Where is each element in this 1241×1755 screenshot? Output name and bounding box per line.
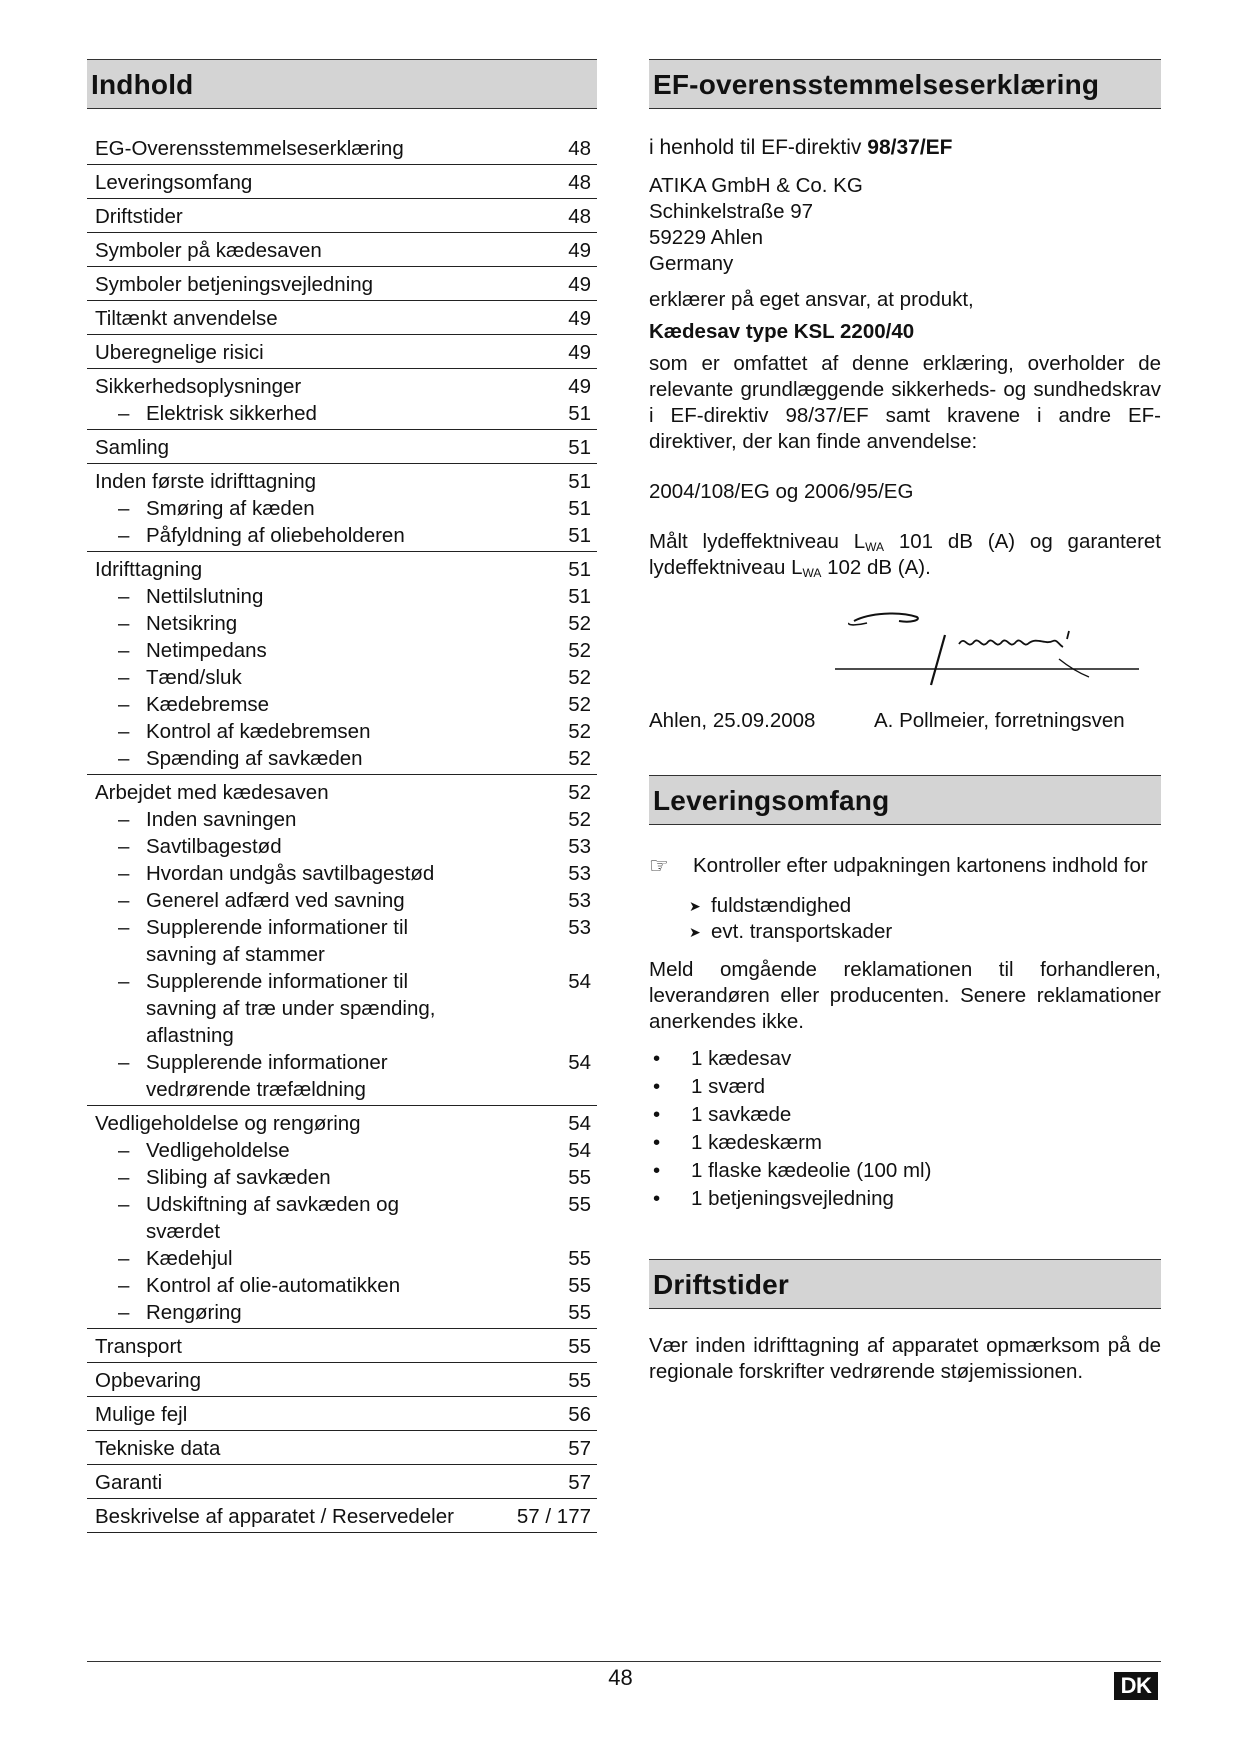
toc-label: Uberegnelige risici xyxy=(95,341,264,364)
toc-subentry xyxy=(87,1272,597,1299)
toc-subentry xyxy=(87,495,597,522)
list-item xyxy=(649,1073,1161,1101)
sound-text: 101 dB (A) og garanteret lydeffektniveau L xyxy=(649,530,1161,579)
toc-label: Sikkerhedsoplysninger xyxy=(95,375,302,398)
sound-text: Målt lydeffektniveau L xyxy=(649,530,866,553)
toc-subentry xyxy=(87,691,597,718)
toc-page-number: 53 xyxy=(568,889,591,912)
dash-bullet-icon: – xyxy=(118,1193,130,1216)
toc-entry xyxy=(87,1503,597,1530)
dash-bullet-icon: – xyxy=(118,835,130,858)
toc-label: Driftstider xyxy=(95,205,183,228)
table-of-contents xyxy=(87,131,597,1533)
delivery-item-text: 1 sværd xyxy=(691,1075,766,1098)
list-item xyxy=(649,1045,1161,1073)
list-item xyxy=(649,893,1161,919)
toc-page-number: 49 xyxy=(568,239,591,262)
toc-subentry xyxy=(87,833,597,860)
toc-page-number: 49 xyxy=(568,273,591,296)
dash-bullet-icon: – xyxy=(118,862,130,885)
dash-bullet-icon: – xyxy=(118,1301,130,1324)
toc-page-number: 53 xyxy=(568,916,591,939)
toc-column xyxy=(87,59,597,1533)
toc-subentry xyxy=(87,860,597,887)
toc-subentry xyxy=(87,637,597,664)
toc-label: Symboler på kædesaven xyxy=(95,239,322,262)
toc-label: Kædehjul xyxy=(146,1247,233,1270)
toc-page-number: 57 / 177 xyxy=(516,1505,591,1528)
toc-subentry xyxy=(87,400,597,427)
dash-bullet-icon: – xyxy=(118,1247,130,1270)
toc-page-number: 48 xyxy=(568,137,591,160)
toc-label: Opbevaring xyxy=(95,1369,201,1392)
declaration-body: som er omfattet af denne erklæring, overholder de relevante grundlæggende sikkerheds- og sundhedskrav i EF-direktiv 98/37/EF samt kravene i andre EF-direktiver, der kan finde anvendelse: xyxy=(649,352,1161,453)
delivery-heading: Leveringsomfang xyxy=(649,775,1161,825)
toc-group xyxy=(87,369,597,430)
toc-page-number: 55 xyxy=(568,1335,591,1358)
dash-bullet-icon: – xyxy=(118,524,130,547)
toc-page-number: 52 xyxy=(568,781,591,804)
dash-bullet-icon: – xyxy=(118,916,130,939)
toc-label: Mulige fejl xyxy=(95,1403,188,1426)
toc-page-number: 48 xyxy=(568,171,591,194)
pointing-hand-icon: ☞ xyxy=(649,853,669,878)
toc-label: Idrifttagning xyxy=(95,558,203,581)
dash-bullet-icon: – xyxy=(118,1051,130,1074)
toc-entry xyxy=(87,1110,597,1137)
toc-entry xyxy=(87,468,597,495)
bullet-icon: • xyxy=(653,1187,661,1210)
address-line: Schinkelstraße 97 xyxy=(649,200,814,223)
toc-label: Arbejdet med kædesaven xyxy=(95,781,329,804)
toc-entry xyxy=(87,1401,597,1428)
list-item xyxy=(649,1157,1161,1185)
toc-label: Savtilbagestød xyxy=(146,835,282,858)
toc-entry xyxy=(87,305,597,332)
ef-declaration-heading: EF-overensstemmelseserklæring xyxy=(649,59,1161,109)
toc-page-number: 51 xyxy=(568,436,591,459)
complaint-text: Meld omgående reklamationen til forhandleren, leverandøren eller producenten. Senere reklamationer anerkendes ikke. xyxy=(649,958,1161,1033)
toc-page-number: 55 xyxy=(568,1369,591,1392)
toc-group xyxy=(87,1465,597,1499)
dash-bullet-icon: – xyxy=(118,970,130,993)
toc-subentry xyxy=(87,968,597,1049)
toc-subentry xyxy=(87,1164,597,1191)
toc-label: Spænding af savkæden xyxy=(146,747,363,770)
applied-directives: 2004/108/EG og 2006/95/EG xyxy=(649,480,914,503)
toc-label: Garanti xyxy=(95,1471,163,1494)
toc-label: Kontrol af olie-automatikken xyxy=(146,1274,401,1297)
toc-label: Tekniske data xyxy=(95,1437,221,1460)
dash-bullet-icon: – xyxy=(118,666,130,689)
toc-page-number: 54 xyxy=(568,1112,591,1135)
check-list xyxy=(649,893,1161,945)
toc-entry xyxy=(87,1333,597,1360)
arrow-bullet-icon: ➤ xyxy=(689,898,701,914)
toc-group xyxy=(87,301,597,335)
signature-image xyxy=(649,599,1161,704)
toc-label: Kædebremse xyxy=(146,693,270,716)
toc-label: Netsikring xyxy=(146,612,238,635)
toc-group xyxy=(87,199,597,233)
toc-page-number: 48 xyxy=(568,205,591,228)
toc-group xyxy=(87,233,597,267)
toc-label: Netimpedans xyxy=(146,639,267,662)
toc-page-number: 54 xyxy=(568,1139,591,1162)
toc-entry xyxy=(87,339,597,366)
toc-label: Påfyldning af oliebeholderen xyxy=(146,524,405,547)
toc-label: Inden første idrifttagning xyxy=(95,470,317,493)
address-line: 59229 Ahlen xyxy=(649,226,764,249)
sound-subscript: WA xyxy=(865,540,885,554)
toc-label: Samling xyxy=(95,436,170,459)
directive-number: 98/37/EF xyxy=(867,136,953,159)
toc-group xyxy=(87,131,597,165)
delivery-intro-text: Kontroller efter udpakningen kartonens indhold for xyxy=(693,854,1148,877)
bullet-icon: • xyxy=(653,1103,661,1126)
check-item-text: evt. transportskader xyxy=(711,920,893,943)
toc-page-number: 52 xyxy=(568,808,591,831)
toc-label: Udskiftning af savkæden og sværdet xyxy=(146,1193,399,1243)
dash-bullet-icon: – xyxy=(118,1166,130,1189)
arrow-bullet-icon: ➤ xyxy=(689,924,701,940)
list-item xyxy=(649,1129,1161,1157)
dash-bullet-icon: – xyxy=(118,585,130,608)
toc-subentry xyxy=(87,583,597,610)
toc-label: Nettilslutning xyxy=(146,585,264,608)
toc-subentry xyxy=(87,610,597,637)
toc-page-number: 54 xyxy=(568,970,591,993)
delivery-items xyxy=(649,1045,1161,1213)
toc-entry xyxy=(87,1367,597,1394)
toc-label: Tænd/sluk xyxy=(146,666,242,689)
toc-page-number: 53 xyxy=(568,835,591,858)
directive-prefix: i henhold til EF-direktiv xyxy=(649,136,868,159)
dash-bullet-icon: – xyxy=(118,808,130,831)
toc-entry xyxy=(87,237,597,264)
toc-subentry xyxy=(87,806,597,833)
toc-entry xyxy=(87,434,597,461)
dash-bullet-icon: – xyxy=(118,497,130,520)
sound-level-text xyxy=(649,529,1161,581)
toc-subentry xyxy=(87,887,597,914)
operating-times-text: Vær inden idrifttagning af apparatet opmærksom på de regionale forskrifter vedrørende støjemissionen. xyxy=(649,1334,1161,1383)
toc-group xyxy=(87,464,597,552)
toc-group xyxy=(87,1431,597,1465)
toc-group xyxy=(87,775,597,1106)
toc-label: Supplerende informationer til savning af stammer xyxy=(146,916,409,966)
address-block xyxy=(649,173,1161,277)
page-number: 48 xyxy=(608,1665,633,1690)
list-item xyxy=(649,1185,1161,1213)
sound-text: 102 dB (A). xyxy=(821,556,931,579)
toc-label: Transport xyxy=(95,1335,182,1358)
footer-divider xyxy=(87,1661,1161,1662)
sound-subscript: WA xyxy=(802,566,822,580)
bullet-icon: • xyxy=(653,1047,661,1070)
toc-group xyxy=(87,267,597,301)
toc-page-number: 52 xyxy=(568,720,591,743)
toc-entry xyxy=(87,779,597,806)
toc-entry xyxy=(87,1469,597,1496)
toc-page-number: 54 xyxy=(568,1051,591,1074)
toc-label: Inden savningen xyxy=(146,808,297,831)
toc-entry xyxy=(87,169,597,196)
toc-label: Beskrivelse af apparatet / Reservedeler xyxy=(95,1505,454,1528)
check-item-text: fuldstændighed xyxy=(711,894,852,917)
toc-subentry xyxy=(87,1191,597,1245)
dash-bullet-icon: – xyxy=(118,612,130,635)
toc-group xyxy=(87,1499,597,1533)
toc-page-number: 52 xyxy=(568,666,591,689)
toc-subentry xyxy=(87,1137,597,1164)
toc-page-number: 55 xyxy=(568,1301,591,1324)
toc-page-number: 51 xyxy=(568,470,591,493)
signatory-name: A. Pollmeier, forretningsven xyxy=(874,709,1125,732)
toc-heading: Indhold xyxy=(87,59,597,109)
declaration-text: erklærer på eget ansvar, at produkt, xyxy=(649,288,974,311)
toc-subentry xyxy=(87,718,597,745)
toc-group xyxy=(87,1397,597,1431)
bullet-icon: • xyxy=(653,1159,661,1182)
bullet-icon: • xyxy=(653,1075,661,1098)
toc-label: Vedligeholdelse xyxy=(146,1139,290,1162)
delivery-item-text: 1 flaske kædeolie (100 ml) xyxy=(691,1159,932,1182)
toc-label: Supplerende informationer vedrørende træfældning xyxy=(146,1051,388,1101)
dash-bullet-icon: – xyxy=(118,720,130,743)
dash-bullet-icon: – xyxy=(118,402,130,425)
toc-subentry xyxy=(87,1049,597,1103)
toc-entry xyxy=(87,373,597,400)
bullet-icon: • xyxy=(653,1131,661,1154)
dash-bullet-icon: – xyxy=(118,1274,130,1297)
toc-page-number: 55 xyxy=(568,1193,591,1216)
toc-page-number: 52 xyxy=(568,693,591,716)
address-line: ATIKA GmbH & Co. KG xyxy=(649,174,863,197)
toc-entry xyxy=(87,1435,597,1462)
toc-entry xyxy=(87,203,597,230)
toc-page-number: 52 xyxy=(568,612,591,635)
content-column xyxy=(649,59,1161,1385)
toc-subentry xyxy=(87,1299,597,1326)
toc-subentry xyxy=(87,522,597,549)
toc-label: Supplerende informationer til savning af træ under spænding, aflastning xyxy=(146,970,436,1047)
dash-bullet-icon: – xyxy=(118,889,130,912)
delivery-item-text: 1 kædesav xyxy=(691,1047,792,1070)
signature-line xyxy=(649,708,1161,734)
toc-label: Elektrisk sikkerhed xyxy=(146,402,317,425)
toc-page-number: 49 xyxy=(568,375,591,398)
toc-label: Slibing af savkæden xyxy=(146,1166,331,1189)
toc-page-number: 51 xyxy=(568,585,591,608)
toc-page-number: 52 xyxy=(568,639,591,662)
address-line: Germany xyxy=(649,252,734,275)
toc-label: EG-Overensstemmelseserklæring xyxy=(95,137,404,160)
toc-subentry xyxy=(87,914,597,968)
toc-page-number: 51 xyxy=(568,402,591,425)
signature-area xyxy=(649,599,1161,704)
delivery-intro xyxy=(649,853,1161,879)
delivery-item-text: 1 kædeskærm xyxy=(691,1131,823,1154)
list-item xyxy=(649,919,1161,945)
toc-page-number: 51 xyxy=(568,558,591,581)
toc-subentry xyxy=(87,664,597,691)
toc-label: Hvordan undgås savtilbagestød xyxy=(146,862,435,885)
dash-bullet-icon: – xyxy=(118,639,130,662)
toc-page-number: 53 xyxy=(568,862,591,885)
toc-page-number: 57 xyxy=(568,1437,591,1460)
toc-page-number: 55 xyxy=(568,1247,591,1270)
toc-entry xyxy=(87,556,597,583)
toc-entry xyxy=(87,271,597,298)
toc-subentry xyxy=(87,1245,597,1272)
product-name: Kædesav type KSL 2200/40 xyxy=(649,320,915,343)
operating-times-heading: Driftstider xyxy=(649,1259,1161,1309)
toc-page-number: 52 xyxy=(568,747,591,770)
toc-page-number: 55 xyxy=(568,1274,591,1297)
directive-line xyxy=(649,135,1161,161)
toc-page-number: 57 xyxy=(568,1471,591,1494)
toc-page-number: 49 xyxy=(568,307,591,330)
toc-label: Generel adfærd ved savning xyxy=(146,889,405,912)
toc-label: Symboler betjeningsvejledning xyxy=(95,273,374,296)
toc-group xyxy=(87,1106,597,1329)
toc-subentry xyxy=(87,745,597,772)
country-badge: DK xyxy=(1114,1672,1158,1700)
toc-entry xyxy=(87,135,597,162)
toc-label: Kontrol af kædebremsen xyxy=(146,720,371,743)
delivery-item-text: 1 betjeningsvejledning xyxy=(691,1187,894,1210)
toc-page-number: 55 xyxy=(568,1166,591,1189)
toc-group xyxy=(87,1329,597,1363)
toc-page-number: 49 xyxy=(568,341,591,364)
toc-group xyxy=(87,165,597,199)
toc-label: Leveringsomfang xyxy=(95,171,253,194)
toc-group xyxy=(87,552,597,775)
toc-page-number: 51 xyxy=(568,497,591,520)
toc-page-number: 51 xyxy=(568,524,591,547)
toc-label: Smøring af kæden xyxy=(146,497,315,520)
toc-group xyxy=(87,335,597,369)
toc-group xyxy=(87,430,597,464)
toc-label: Vedligeholdelse og rengøring xyxy=(95,1112,361,1135)
dash-bullet-icon: – xyxy=(118,747,130,770)
toc-group xyxy=(87,1363,597,1397)
dash-bullet-icon: – xyxy=(118,1139,130,1162)
toc-label: Rengøring xyxy=(146,1301,242,1324)
place-date: Ahlen, 25.09.2008 xyxy=(649,709,816,732)
dash-bullet-icon: – xyxy=(118,693,130,716)
toc-label: Tiltænkt anvendelse xyxy=(95,307,278,330)
list-item xyxy=(649,1101,1161,1129)
toc-page-number: 56 xyxy=(568,1403,591,1426)
delivery-item-text: 1 savkæde xyxy=(691,1103,792,1126)
